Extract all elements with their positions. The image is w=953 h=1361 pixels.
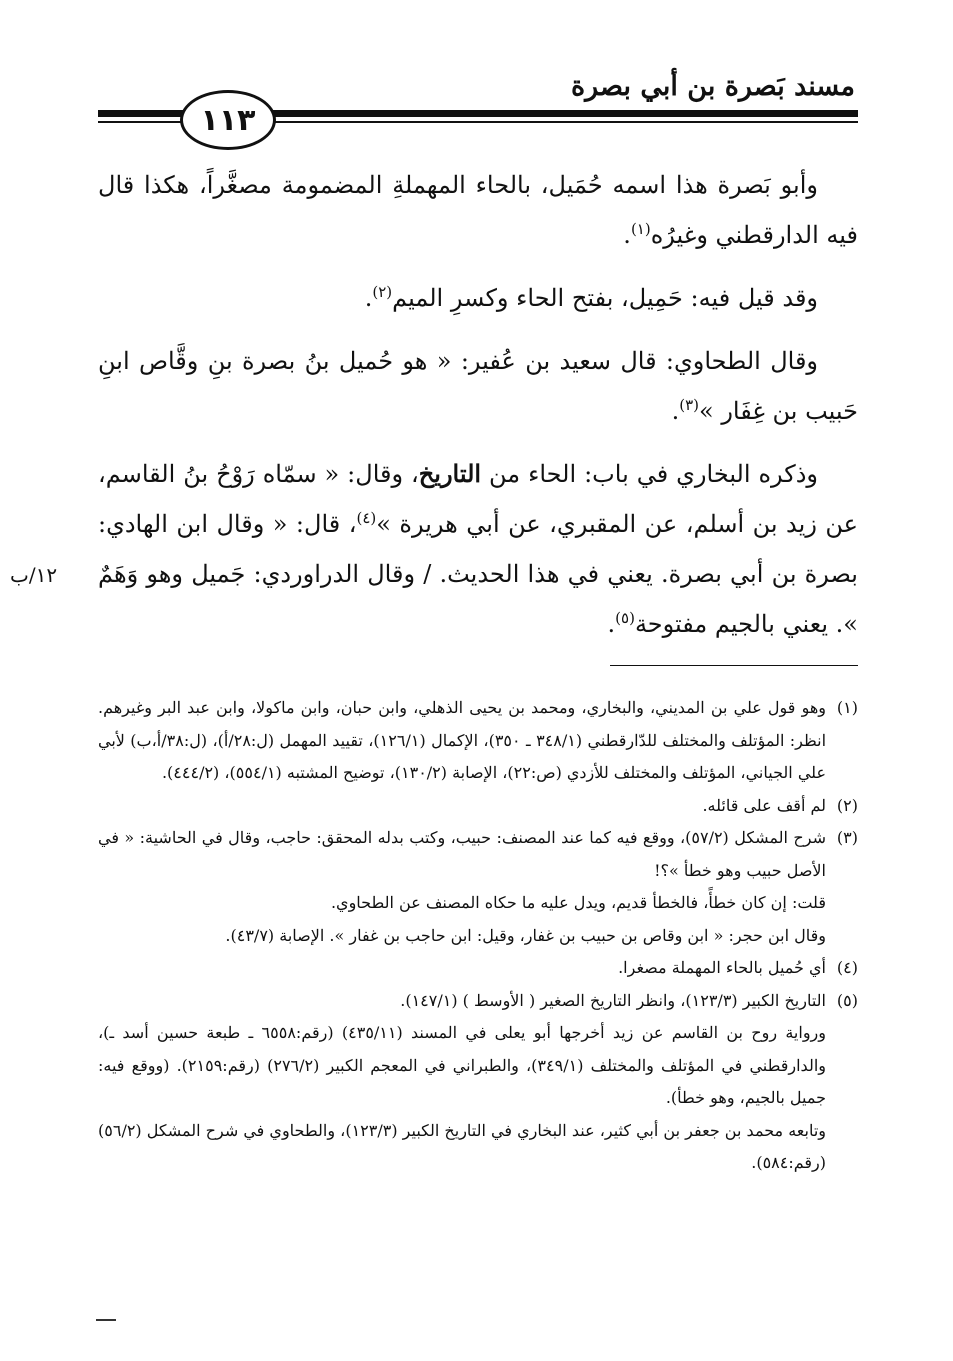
footnote-number: (٣) [836, 828, 858, 847]
footnote-4 [98, 952, 858, 985]
margin-folio-note: ١٢/ب [10, 563, 58, 587]
footnote-separator [610, 665, 858, 666]
paragraph-text: ، قال: « وقال ابن الهادي: بصرة بن أبي بصرة. يعني في هذا الحديث. / وقال الدراوردي: جَميل وهو وَهَمٌ ». يعني بالجيم مفتوحة [98, 510, 858, 638]
paragraph-text: ، وقال: « سمّاه رَوْحُ بنُ القاسم، عن زيد بن أسلم، عن المقبري، عن أبي هريرة » [98, 460, 858, 538]
page-number-badge [180, 90, 276, 150]
book-title: التاريخ [418, 459, 482, 488]
running-header-title: مسند بَصرة بن أبي بصرة [570, 71, 855, 102]
paragraph-4 [98, 449, 858, 649]
footnote-number: (١) [836, 698, 859, 717]
paragraph-text: وقال الطحاوي: قال سعيد بن عُفير: « هو حُميل بنُ بصرة بنِ وقَّاص ابنِ حَبيب بن غِفَار » [98, 347, 858, 425]
page-number: ١١٣ [200, 102, 256, 138]
footnote-ref: (٥) [615, 609, 635, 627]
footnote-5 [98, 985, 858, 1018]
footnote-5-continuation: ورواية روح بن القاسم عن زيد أخرجها أبو يعلى في المسند (٤٣٥/١١) (رقم:٦٥٥٨ ـ طبعة حسين أسد ـ)، والدارقطني في المؤتلف والمختلف (٣٤٩/١)، والطبراني في المعجم الكبير (٢٧٦/٢) (رقم:٢١٥٩). (ووقع فيه: جميل بالجيم، وهو خطأ). [98, 1023, 827, 1107]
footnote-3-continuation: وقال ابن حجر: « ابن وقاص بن حبيب بن غفار، وقيل: ابن حاجب بن غفار ». الإصابة (٤٣/٧). [225, 925, 826, 945]
footnote-number: (٥) [836, 990, 858, 1010]
footnote-text: لم أقف على قائله. [702, 795, 826, 815]
footnote-3-continuation: قلت: إن كان خطأً، فالخطأ قديم، ويدل عليه ما حكاه المصنف عن الطحاوي. [330, 893, 826, 912]
footnote-text: التاريخ الكبير (١٢٣/٣)، وانظر التاريخ الصغير ( الأوسط ) (١٤٧/١). [400, 990, 826, 1010]
footnote-ref: (٢) [372, 283, 393, 301]
paragraph-text: وأبو بَصرة هذا اسمه حُمَيل، بالحاء المهملةِ المضمومة مصغَّراً، هكذا قال فيه الدارقطني وغيرُه [98, 171, 858, 249]
footnote-ref: (١) [630, 220, 651, 238]
footnote-text: أي حُميل بالحاء المهملة مصغرا. [618, 958, 826, 977]
page-bottom-mark [96, 1319, 116, 1321]
paragraph-2 [98, 273, 858, 323]
paragraph-text: وذكره البخاري في باب: الحاء من [481, 460, 818, 488]
paragraph-end: . [671, 397, 680, 425]
footnote-ref: (٣) [679, 396, 699, 414]
footnote-text: وهو قول علي بن المديني، والبخاري، ومحمد بن يحيى الذهلي، وابن حبان، وابن ماكولا، وابن عبد البر وغيرهم. انظر: المؤتلف والمختلف للدّارقطني (٣٤٨/١ ـ ٣٥٠)، الإكمال (١٢٦/١)، تقييد المهمل (ل:٢٨/أ)، (ل:٣٨/أ،ب) لأبي علي الجياني، المؤتلف والمختلف للأزدي (ص:٢٢)، الإصابة (١٣٠/٢)، توضيح المشتبه (٥٥٤/١)، (٤٤٤/٢). [98, 698, 827, 782]
footnote-5-continuation: وتابعه محمد بن جعفر بن أبي كثير، عند البخاري في التاريخ الكبير (١٢٣/٣)، والطحاوي في شرح المشكل (٥٦/٢) (رقم:٥٨٤). [98, 1120, 827, 1172]
footnote-number: (٢) [836, 795, 858, 815]
paragraph-3 [98, 336, 858, 436]
footnote-ref: (٤) [356, 509, 377, 527]
footnote-3 [98, 822, 858, 887]
footnote-number: (٤) [836, 958, 858, 977]
footnote-text: شرح المشكل (٥٧/٢)، ووقع فيه كما عند المصنف: حبيب، وكتب بدله المحقق: حاجب، وقال في الحاشية: « في الأصل حبيب وهو خطأ »؟! [98, 828, 826, 880]
paragraph-end: . [623, 221, 631, 249]
footnote-2 [98, 790, 858, 823]
footnote-1 [98, 692, 858, 790]
footnotes [98, 692, 858, 1180]
paragraph-end: . [607, 610, 616, 638]
paragraph-text: وقد قيل فيه: حَمِيل، بفتح الحاء وكسرِ الميم [392, 284, 818, 312]
paragraph-1 [98, 160, 858, 260]
main-text [98, 160, 858, 662]
paragraph-end: . [364, 284, 373, 312]
